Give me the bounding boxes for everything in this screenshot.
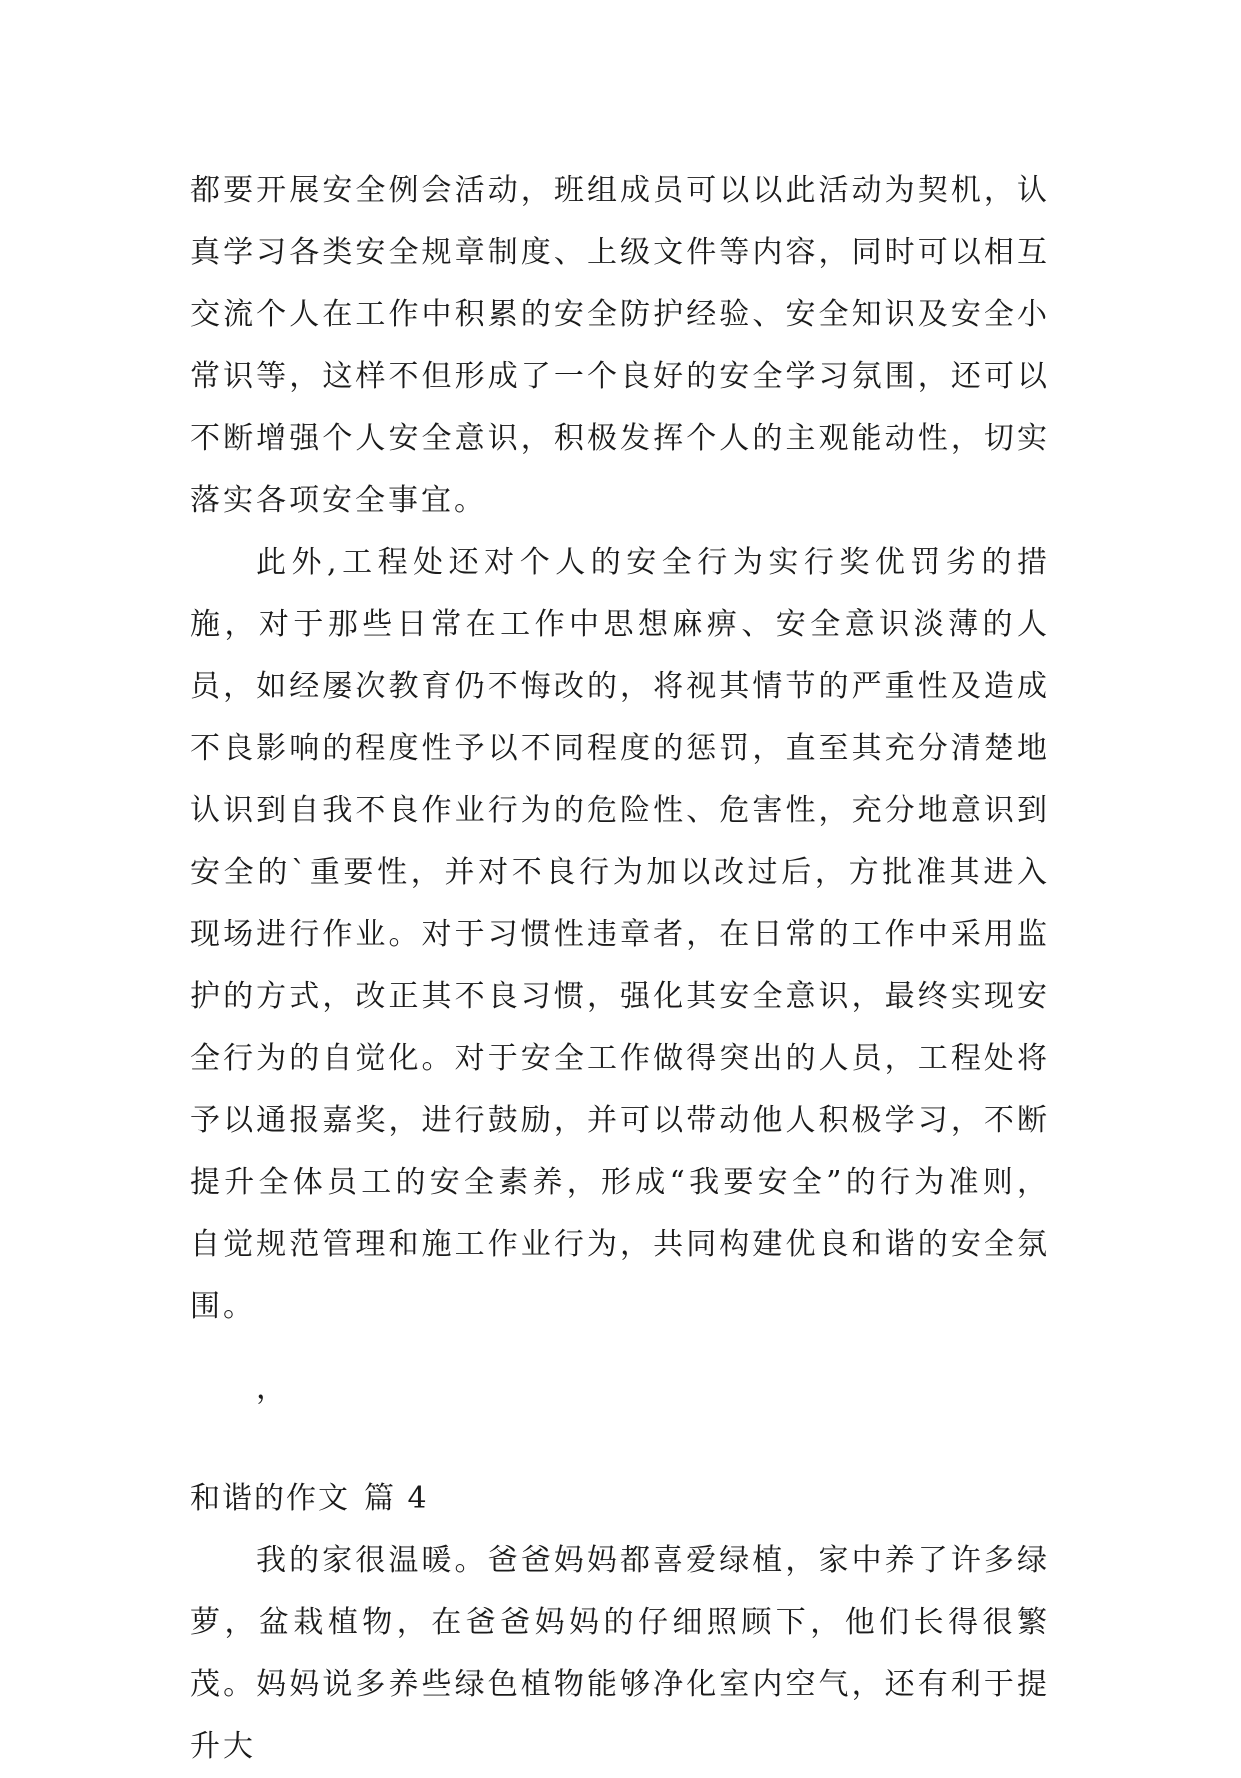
paragraph-safety-meeting: 都要开展安全例会活动，班组成员可以以此活动为契机，认真学习各类安全规章制度、上级文件等内容，同时可以相互交流个人在工作中积累的安全防护经验、安全知识及安全小常识等，这样不但形成了一个良好的安全学习氛围，还可以不断增强个人安全意识，积极发挥个人的主观能动性，切实落实各项安全事宜。 <box>190 173 1050 518</box>
stray-punctuation: ， <box>256 1371 286 1406</box>
section-title: 和谐的作文 <box>190 1481 350 1516</box>
paragraph-warm-home: 我的家很温暖。爸爸妈妈都喜爱绿植，家中养了许多绿萝，盆栽植物，在爸爸妈妈的仔细照顾下，他们长得很繁茂。妈妈说多养些绿色植物能够净化室内空气，还有利于提升大 <box>190 1543 1050 1764</box>
document-body <box>190 160 1050 1778</box>
section-heading <box>190 1468 1050 1530</box>
section-number: 篇 4 <box>364 1481 429 1516</box>
paragraph-reward-penalty: 此外,工程处还对个人的安全行为实行奖优罚劣的措施，对于那些日常在工作中思想麻痹、安全意识淡薄的人员，如经屡次教育仍不悔改的，将视其情节的严重性及造成不良影响的程度性予以不同程度的惩罚，直至其充分清楚地认识到自我不良作业行为的危险性、危害性，充分地意识到安全的`重要性，并对不良行为加以改过后，方批准其进入现场进行作业。对于习惯性违章者，在日常的工作中采用监护的方式，改正其不良习惯，强化其安全意识，最终实现安全行为的自觉化。对于安全工作做得突出的人员，工程处将予以通报嘉奖，进行鼓励，并可以带动他人积极学习，不断提升全体员工的安全素养，形成“我要安全”的行为准则，自觉规范管理和施工作业行为，共同构建优良和谐的安全氛围。 <box>190 545 1050 1324</box>
